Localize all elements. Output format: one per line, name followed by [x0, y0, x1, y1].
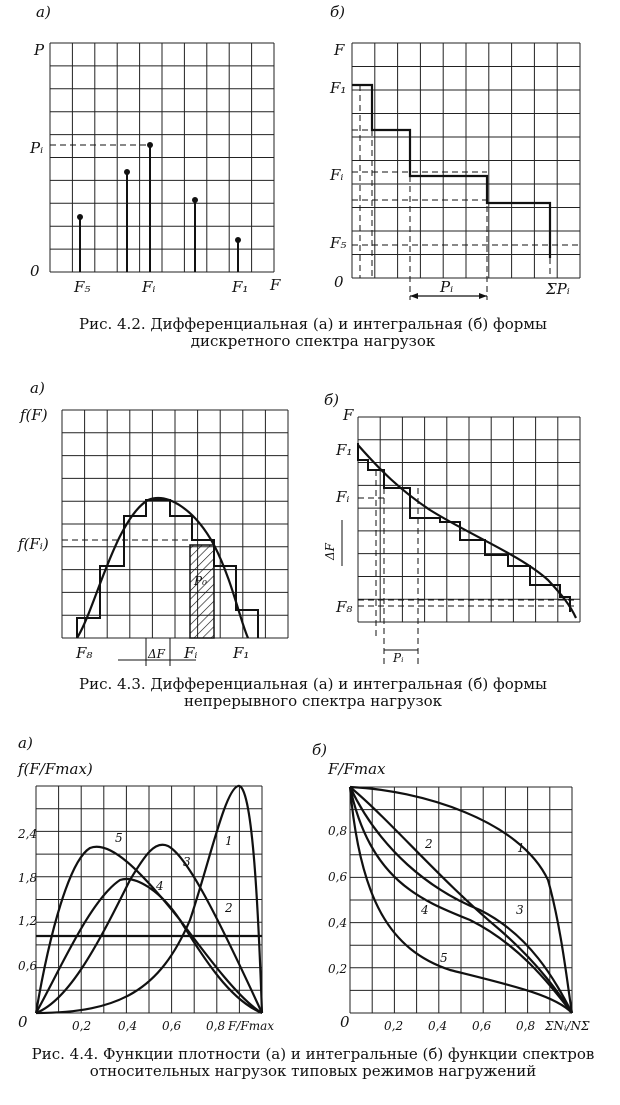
fig42b-grid: [352, 43, 580, 278]
fig43a-x-tick-f8: F₈: [76, 644, 93, 662]
fig43a-histogram-steps: [77, 500, 258, 638]
fig43b-step-curve: [358, 443, 570, 612]
fig44b-y-tick-04: 0,4: [328, 916, 348, 930]
fig42b-panel-label: б): [330, 3, 346, 21]
fig43b-y-tick-fi: Fᵢ: [336, 488, 350, 506]
fig42a-x-tick-fi: Fᵢ: [142, 278, 156, 296]
fig42a-spike-dot: [192, 197, 198, 203]
fig43-caption: Рис. 4.3. Дифференциальная (а) и интегральная (б) формы непрерывного спектра нагрузок: [78, 675, 547, 710]
fig42b-step-curve: [352, 85, 550, 258]
fig44a-x-tick-06: 0,6: [162, 1019, 182, 1033]
fig44a-curve-label-2: 2: [225, 901, 233, 915]
fig43b-panel-label: б): [324, 391, 340, 409]
fig42a-x-tick-f1: F₁: [232, 278, 249, 296]
fig42b-sum-label: ΣPᵢ: [546, 280, 570, 298]
fig42a-spike-dot: [235, 237, 241, 243]
fig44a-x-tick-08: 0,8: [206, 1019, 226, 1033]
fig44a-curve-label-1: 1: [225, 834, 233, 848]
fig42b-y-tick-f1: F₁: [330, 79, 347, 97]
fig44b-panel-label: б): [312, 741, 328, 759]
fig44a-grid: [36, 786, 262, 1013]
fig42a-pi-label: Pᵢ: [30, 139, 44, 157]
fig44b-x-tick-04: 0,4: [428, 1019, 448, 1033]
fig42a-panel-label: а): [36, 3, 51, 21]
fig44b-y-tick-08: 0,8: [328, 824, 348, 838]
fig44b-curve-label-5: 5: [440, 951, 448, 965]
fig44b-curve-label-1: 1: [517, 841, 525, 855]
fig42a-origin-label: 0: [30, 262, 40, 280]
fig44a-x-axis-label: F/Fmax: [228, 1019, 274, 1033]
fig42b-y-tick-f5: F₅: [330, 234, 347, 252]
fig44a-curve-label-4: 4: [156, 879, 164, 893]
fig44a-x-tick-02: 0,2: [72, 1019, 92, 1033]
fig43b-dashed-lines: [358, 470, 576, 665]
fig43b-y-tick-f1: F₁: [336, 441, 353, 459]
fig43b-y-tick-f8: F₈: [336, 598, 353, 616]
fig44a-x-tick-04: 0,4: [118, 1019, 138, 1033]
fig43a-density-curve: [77, 498, 248, 638]
fig44b-curve-label-3: 3: [516, 903, 524, 917]
fig43a-grid: [62, 410, 288, 638]
fig44b-x-tick-06: 0,6: [472, 1019, 492, 1033]
fig43a-delta-label: ΔF: [148, 647, 165, 661]
fig44-caption: Рис. 4.4. Функции плотности (а) и интегральные (б) функции спектров относительных нагрузок типовых режимов нагружений: [31, 1045, 595, 1080]
fig42b-pi-arrow-left: [410, 293, 418, 299]
fig42b-origin-label: 0: [334, 273, 344, 291]
fig43a-fi-label: f(Fᵢ): [18, 535, 49, 553]
fig42a-y-axis-label: P: [34, 41, 45, 59]
fig44a-y-tick-18: 1,8: [18, 871, 38, 885]
fig44a-curve-label-5: 5: [115, 831, 123, 845]
fig44b-grid: [350, 787, 572, 1013]
fig43b-y-axis-label: F: [343, 406, 354, 424]
fig44b-origin-label: 0: [340, 1013, 350, 1031]
fig44b-y-tick-02: 0,2: [328, 962, 348, 976]
fig43a-x-tick-f1: F₁: [233, 644, 250, 662]
fig44a-curve-labels: [115, 831, 233, 915]
fig42a-grid: [50, 43, 274, 272]
fig42a-x-tick-f5: F₅: [74, 278, 91, 296]
fig42-caption: Рис. 4.2. Дифференциальная (а) и интегральная (б) формы дискретного спектра нагрузок: [78, 315, 547, 350]
fig43a-x-tick-fi: Fᵢ: [184, 644, 198, 662]
fig42a-spike-dot: [77, 214, 83, 220]
fig43b-delta-label: ΔF: [323, 543, 337, 560]
fig44a-panel-label: а): [18, 734, 33, 752]
fig44b-x-axis-label: ΣNᵢ/NΣ: [545, 1019, 590, 1033]
fig44b-y-axis-label: F/Fmax: [328, 760, 386, 778]
fig43b-grid: [358, 417, 580, 622]
fig44b-x-tick-02: 0,2: [384, 1019, 404, 1033]
fig44b-y-tick-06: 0,6: [328, 870, 348, 884]
fig44b-x-tick-08: 0,8: [516, 1019, 536, 1033]
fig44b-curve-label-4: 4: [421, 903, 429, 917]
fig44a-y-tick-24: 2,4: [18, 827, 38, 841]
fig42b-y-axis-label: F: [334, 41, 345, 59]
fig42a-spectral-lines: [77, 142, 241, 272]
fig43a-p0-label: P₀: [194, 574, 207, 588]
fig43b-smooth-curve: [358, 445, 576, 618]
fig42a-spike-dot: [124, 169, 130, 175]
fig43a-panel-label: а): [30, 379, 45, 397]
fig44a-origin-label: 0: [18, 1013, 28, 1031]
fig43a-y-axis-label: f(F): [20, 406, 48, 424]
fig42b-pi-label: Pᵢ: [440, 278, 454, 296]
fig43b-pi-label: Pᵢ: [393, 651, 404, 665]
fig42b-pi-arrow-right: [479, 293, 487, 299]
fig44a-curve-label-3: 3: [183, 855, 191, 869]
fig44a-y-tick-06: 0,6: [18, 959, 38, 973]
fig44a-y-axis-label: f(F/Fmax): [18, 760, 93, 778]
fig42b-y-tick-fi: Fᵢ: [330, 166, 344, 184]
fig44a-y-tick-12: 1,2: [18, 914, 38, 928]
fig42a-x-axis-label: F: [270, 276, 281, 294]
fig43a-hatched-strip: [190, 545, 214, 638]
fig44b-curve-label-2: 2: [425, 837, 433, 851]
